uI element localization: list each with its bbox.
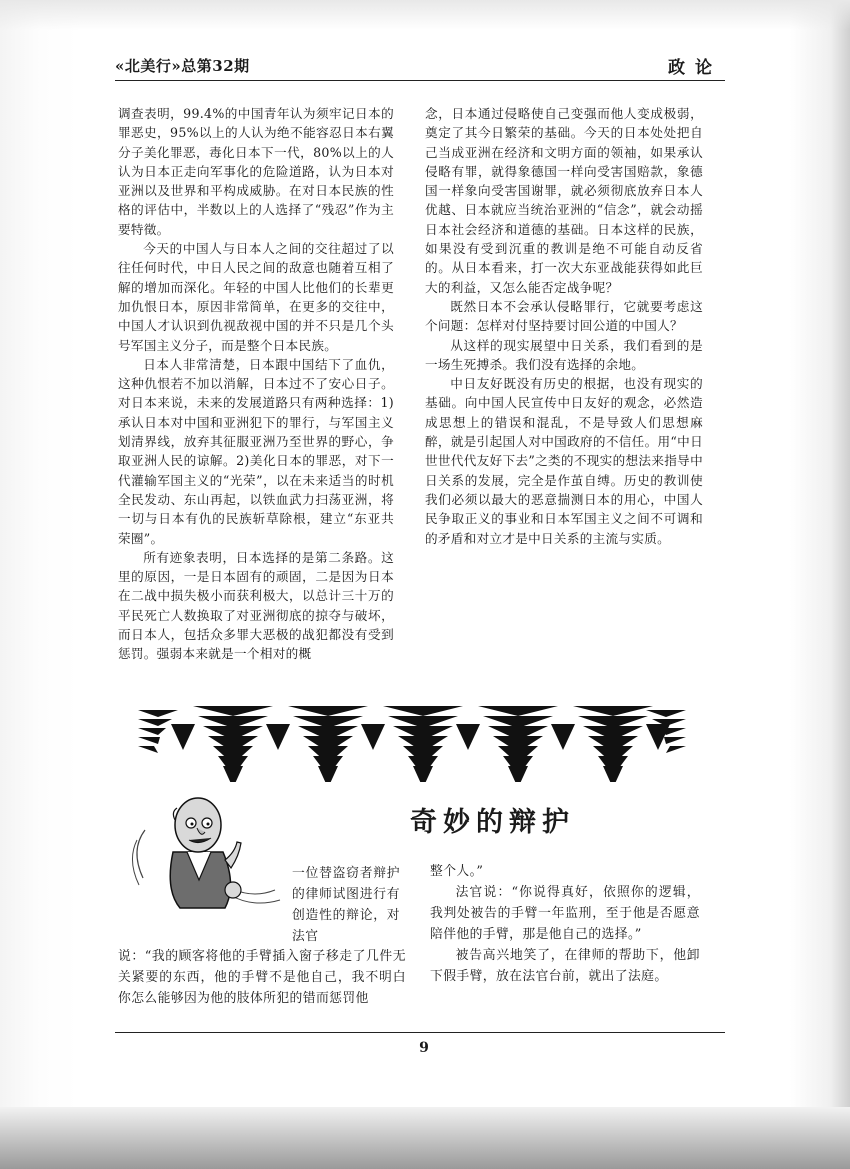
article-paragraph: 念，日本通过侵略使自己变强而他人变成极弱，奠定了其今日繁荣的基础。今天的日本处处把自己当成亚洲在经济和文明方面的领袖，如果承认侵略有罪，就得象德国一样向受害国赔款，象德国一样象向受害国谢罪，就必须彻底放弃日本人优越、日本就应当统治亚洲的“信念”，就会动摇日本社会经济和道德的基础。日本这样的民族，如果没有受到沉重的教训是绝不可能自动反省的。从日本看来，打一次大东亚战能获得如此巨大的利益，又怎么能否定战争呢？ (425, 106, 703, 295)
fan-ornament-icon (138, 702, 686, 782)
article-paragraph: 中日友好既没有历史的根据，也没有现实的基础。向中国人民宣传中日友好的观念，必然造成思想上的错误和混乱，不是导致人们思想麻醉，就是引起国人对中国政府的不信任。用“中日世世代代友好下去”之类的不现实的想法来指导中日关系的发展，完全是作茧自缚。历史的教训使我们必须以最大的恶意揣测日本的用心，中国人民争取正义的事业和日本军国主义之间不可调和的矛盾和对立才是中日关系的主流与实质。 (425, 376, 703, 546)
scan-shadow (0, 0, 850, 30)
page-number: 9 (419, 1040, 429, 1056)
fan-ornament-shape (478, 706, 558, 716)
story-quote: 说：“我的顾客将他的手臂插入窗子移走了几件无关紧要的东西，他的手臂不是他自己，我不明白你怎么能够因为他的肢体所犯的错而惩罚他 (118, 949, 406, 1006)
fan-ornament-shape (138, 719, 172, 726)
fan-ornament-shape (138, 737, 160, 744)
article-paragraph: 日本人非常清楚，日本跟中国结下了血仇，这种仇恨若不加以消解，日本过不了安心日子。对日本来说，未来的发展道路只有两种选择：1)承认日本对中国和亚洲犯下的罪行，与军国主义划清界线，放弃其征服亚洲乃至世界的野心，争取亚洲人民的谅解。2)美化日本的罪恶，对下一代灌输军国主义的“光荣”，以在未来适当的时机全民发动、东山再起，以铁血武力扫荡亚洲，将一切与日本有仇的民族斩草除根，建立“东亚共荣圈”。 (118, 356, 394, 546)
section-title: 政论 (668, 58, 722, 78)
fan-ornament-shape (456, 724, 480, 750)
story-paragraph: 整个人。” (430, 864, 484, 879)
fan-ornament-shape (266, 724, 290, 750)
story-title: 奇妙的辩护 (410, 807, 575, 838)
fan-ornament-shape (318, 766, 338, 782)
fan-ornament-shape (361, 724, 385, 750)
story-intro-text: 一位替盗窃者辩护的律师试图进行有创造性的辩论，对法官 (292, 866, 400, 944)
fan-ornament-shape (138, 746, 158, 753)
fan-ornament-shape (288, 706, 368, 716)
story-left-column (118, 946, 406, 1009)
footer-divider (115, 1032, 725, 1033)
story-paragraph: 法官说：“你说得真好，依照你的逻辑，我判处被告的手臂一年监刑，至于他是否愿意陪伴他的手臂，那是他自己的选择。” (430, 885, 700, 942)
scan-edge (0, 1107, 850, 1169)
article-paragraph: 所有迹象表明，日本选择的是第二条路。这里的原因，一是日本固有的顽固，二是因为日本在二战中损失极小而获利极大，以总计三十万的平民死亡人数换取了对亚洲彻底的掠夺与破坏，而日本人，包括众多罪大恶极的战犯都没有受到惩罚。强弱本来就是一个相对的概 (118, 549, 394, 662)
story-right-column (430, 861, 700, 987)
article-paragraph: 今天的中国人与日本人之间的交往超过了以往任何时代，中日人民之间的敌意也随着互相了解的增加而深化。年轻的中国人比他们的长辈更加仇恨日本，原因非常简单，在更多的交往中，中国人才认识到仇视敌视中国的并不只是几个头号军国主义分子，而是整个日本民族。 (118, 241, 394, 353)
article-paragraph: 调查表明，99.4%的中国青年认为须牢记日本的罪恶史，95%以上的人认为绝不能容忍日本右翼分子美化罪恶，毒化日本下一代，80%以上的人认为日本正走向军事化的危险道路，认为日本对亚洲以及世界和平构成威胁。在对日本民族的性格的评估中，半数以上的人选择了“残忍”作为主要特徵。 (118, 106, 394, 237)
article-paragraph: 从这样的现实展望中日关系，我们看到的是一场生死搏杀。我们没有选择的余地。 (425, 337, 703, 372)
fan-ornament-shape (138, 728, 166, 735)
fan-ornament-shape (413, 766, 433, 782)
header-divider (115, 80, 725, 81)
fan-ornament-shape (646, 710, 686, 717)
article-left-column (118, 104, 394, 664)
fan-ornament-shape (138, 710, 178, 717)
fan-ornament-shape (383, 706, 463, 716)
story-intro (292, 863, 400, 947)
fan-ornament-shape (664, 737, 686, 744)
fan-ornament-shape (603, 766, 623, 782)
article-paragraph: 既然日本不会承认侵略罪行，它就要考虑这个问题：怎样对付坚持要讨回公道的中国人？ (425, 298, 703, 334)
fan-ornament-shape (573, 706, 653, 716)
story-paragraph: 被告高兴地笑了，在律师的帮助下，他卸下假手臂，放在法官台前，就出了法庭。 (430, 948, 700, 984)
fan-ornament-shape (171, 724, 195, 750)
journal-issue-header: «北美行»总第32期 (115, 57, 250, 75)
fan-ornament-shape (223, 766, 243, 782)
fan-ornament-shape (666, 746, 686, 753)
fan-ornament-shape (193, 706, 273, 716)
article-right-column (425, 104, 703, 548)
fan-ornament-shape (551, 724, 575, 750)
fan-ornament-shape (508, 766, 528, 782)
bald-man-cartoon-icon (125, 790, 285, 920)
